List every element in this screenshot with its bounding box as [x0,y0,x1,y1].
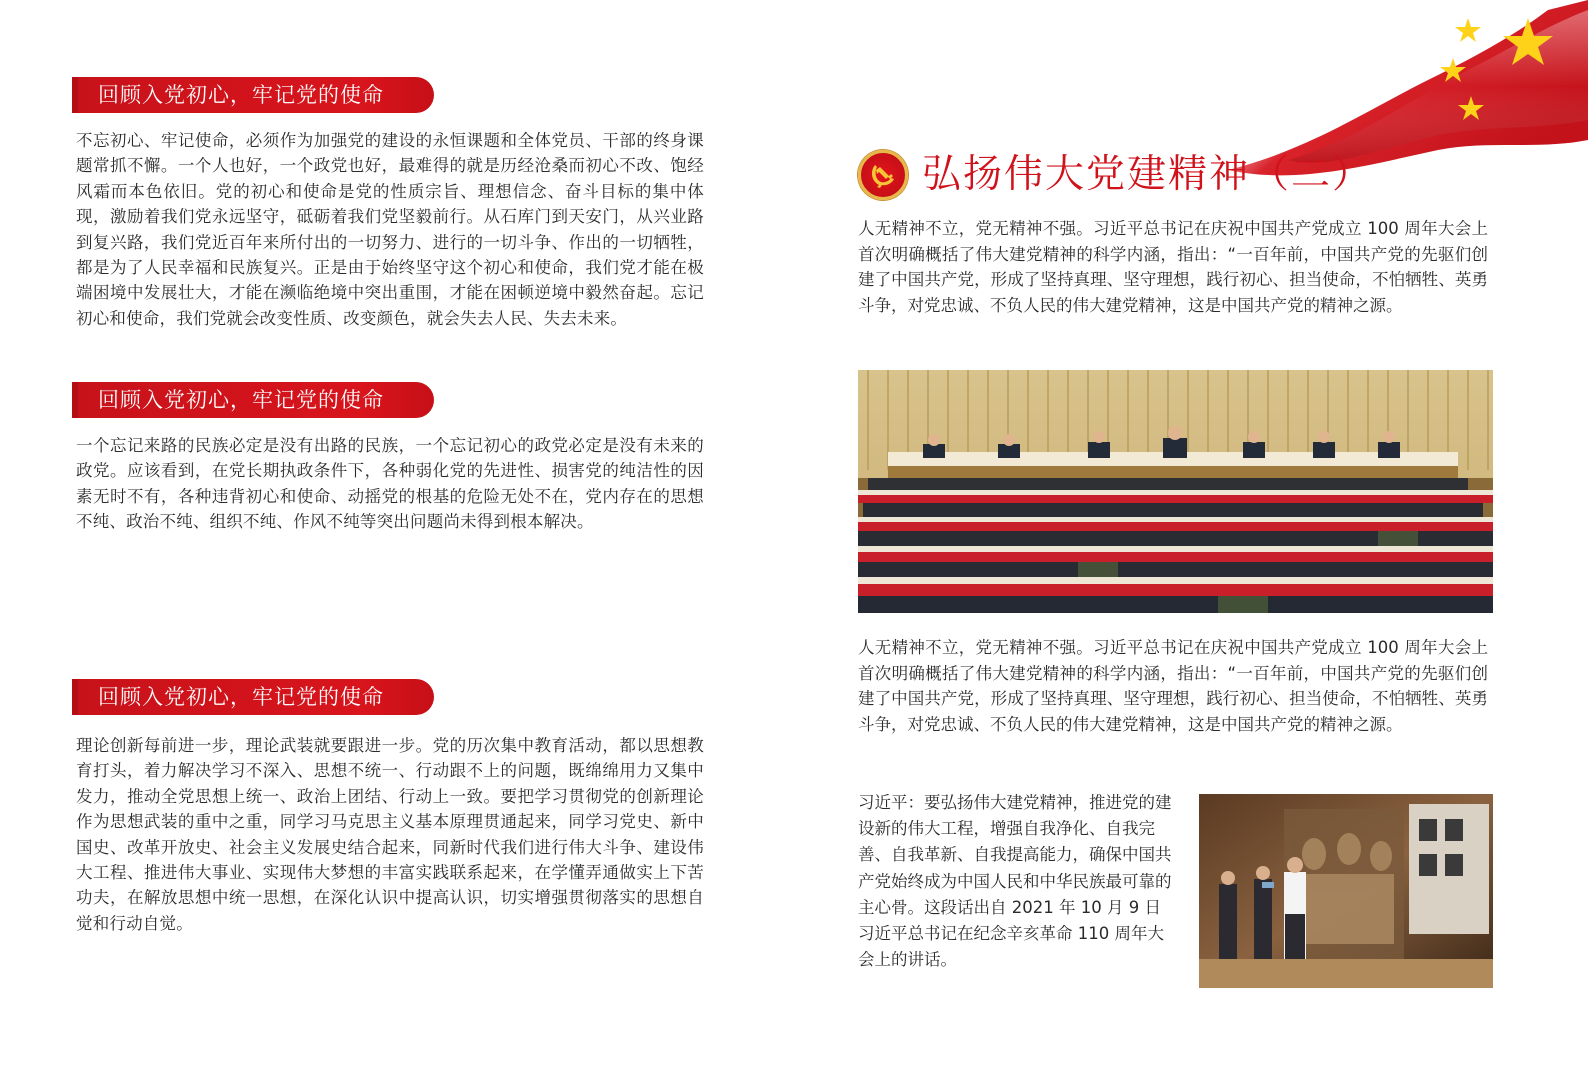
section-body-3: 理论创新每前进一步，理论武装就要跟进一步。党的历次集中教育活动，都以思想教育打头，着力解决学习不深入、思想不统一、行动跟不上的问题，既绵绵用力又集中发力，推动全党思想上统一、政治上团结、行动上一致。要把学习贯彻党的创新理论作为思想武装的重中之重，同学习马克思主义基本原理贯通起来，同学习党史、新中国史、改革开放史、社会主义发展史结合起来，同新时代我们进行伟大斗争、建设伟大工程、推进伟大事业、实现伟大梦想的丰富实践联系起来，在学懂弄通做实上下苦功夫，在解放思想中统一思想，在深化认识中提高认识，切实增强贯彻落实的思想自觉和行动自觉。 [76,736,704,933]
page-title: 弘扬伟大党建精神（二） [922,152,1374,197]
right-paragraph-2: 人无精神不立，党无精神不强。习近平总书记在庆祝中国共产党成立 100 周年大会上首次明确概括了伟大建党精神的科学内涵，指出：“一百年前，中国共产党的先驱们创建了中国共产党，形成了坚持真理、坚守理想，践行初心、担当使命，不怕牺牲、英勇斗争，对党忠诚、不负人民的伟大建党精神，这是中国共产党的精神之源。 [858,638,1488,734]
party-emblem-icon [858,150,908,200]
section-body-2: 一个忘记来路的民族必定是没有出路的民族，一个忘记初心的政党必定是没有未来的政党。应该看到，在党长期执政条件下，各种弱化党的先进性、损害党的纯洁性的因素无时不有，各种违背初心和使命、动摇党的根基的危险无处不在，党内存在的思想不纯、政治不纯、组织不纯、作风不纯等突出问题尚未得到根本解决。 [76,436,704,532]
quote-text: 习近平：要弘扬伟大建党精神，推进党的建设新的伟大工程，增强自我净化、自我完善、自我革新、自我提高能力，确保中国共产党始终成为中国人民和中华民族最可靠的主心骨。这段话出自 2021 年 10 月 9 日习近平总书记在纪念辛亥革命 110 周年大会上的讲话。 [858,793,1172,970]
museum-photo [1199,794,1493,988]
section-heading-2: 回顾入党初心，牢记党的使命 [76,382,434,418]
meeting-photo [858,370,1493,613]
title-block [858,148,1373,202]
section-body-1: 不忘初心、牢记使命，必须作为加强党的建设的永恒课题和全体党员、干部的终身课题常抓不懈。一个人也好，一个政党也好，最难得的就是历经沧桑而初心不改、饱经风霜而本色依旧。党的初心和使命是党的性质宗旨、理想信念、奋斗目标的集中体现，激励着我们党永远坚守，砥砺着我们党坚毅前行。从石库门到天安门，从兴业路到复兴路，我们党近百年来所付出的一切努力、进行的一切斗争、作出的一切牺牲，都是为了人民幸福和民族复兴。正是由于始终坚守这个初心和使命，我们党才能在极端困境中发展壮大，才能在濒临绝境中突出重围，才能在困顿逆境中毅然奋起。忘记初心和使命，我们党就会改变性质、改变颜色，就会失去人民、失去未来。 [76,131,704,328]
section-heading-1: 回顾入党初心，牢记党的使命 [76,77,434,113]
right-paragraph-1: 人无精神不立，党无精神不强。习近平总书记在庆祝中国共产党成立 100 周年大会上首次明确概括了伟大建党精神的科学内涵，指出：“一百年前，中国共产党的先驱们创建了中国共产党，形成了坚持真理、坚守理想，践行初心、担当使命，不怕牺牲、英勇斗争，对党忠诚、不负人民的伟大建党精神，这是中国共产党的精神之源。 [858,219,1488,315]
section-heading-3: 回顾入党初心，牢记党的使命 [76,679,434,715]
